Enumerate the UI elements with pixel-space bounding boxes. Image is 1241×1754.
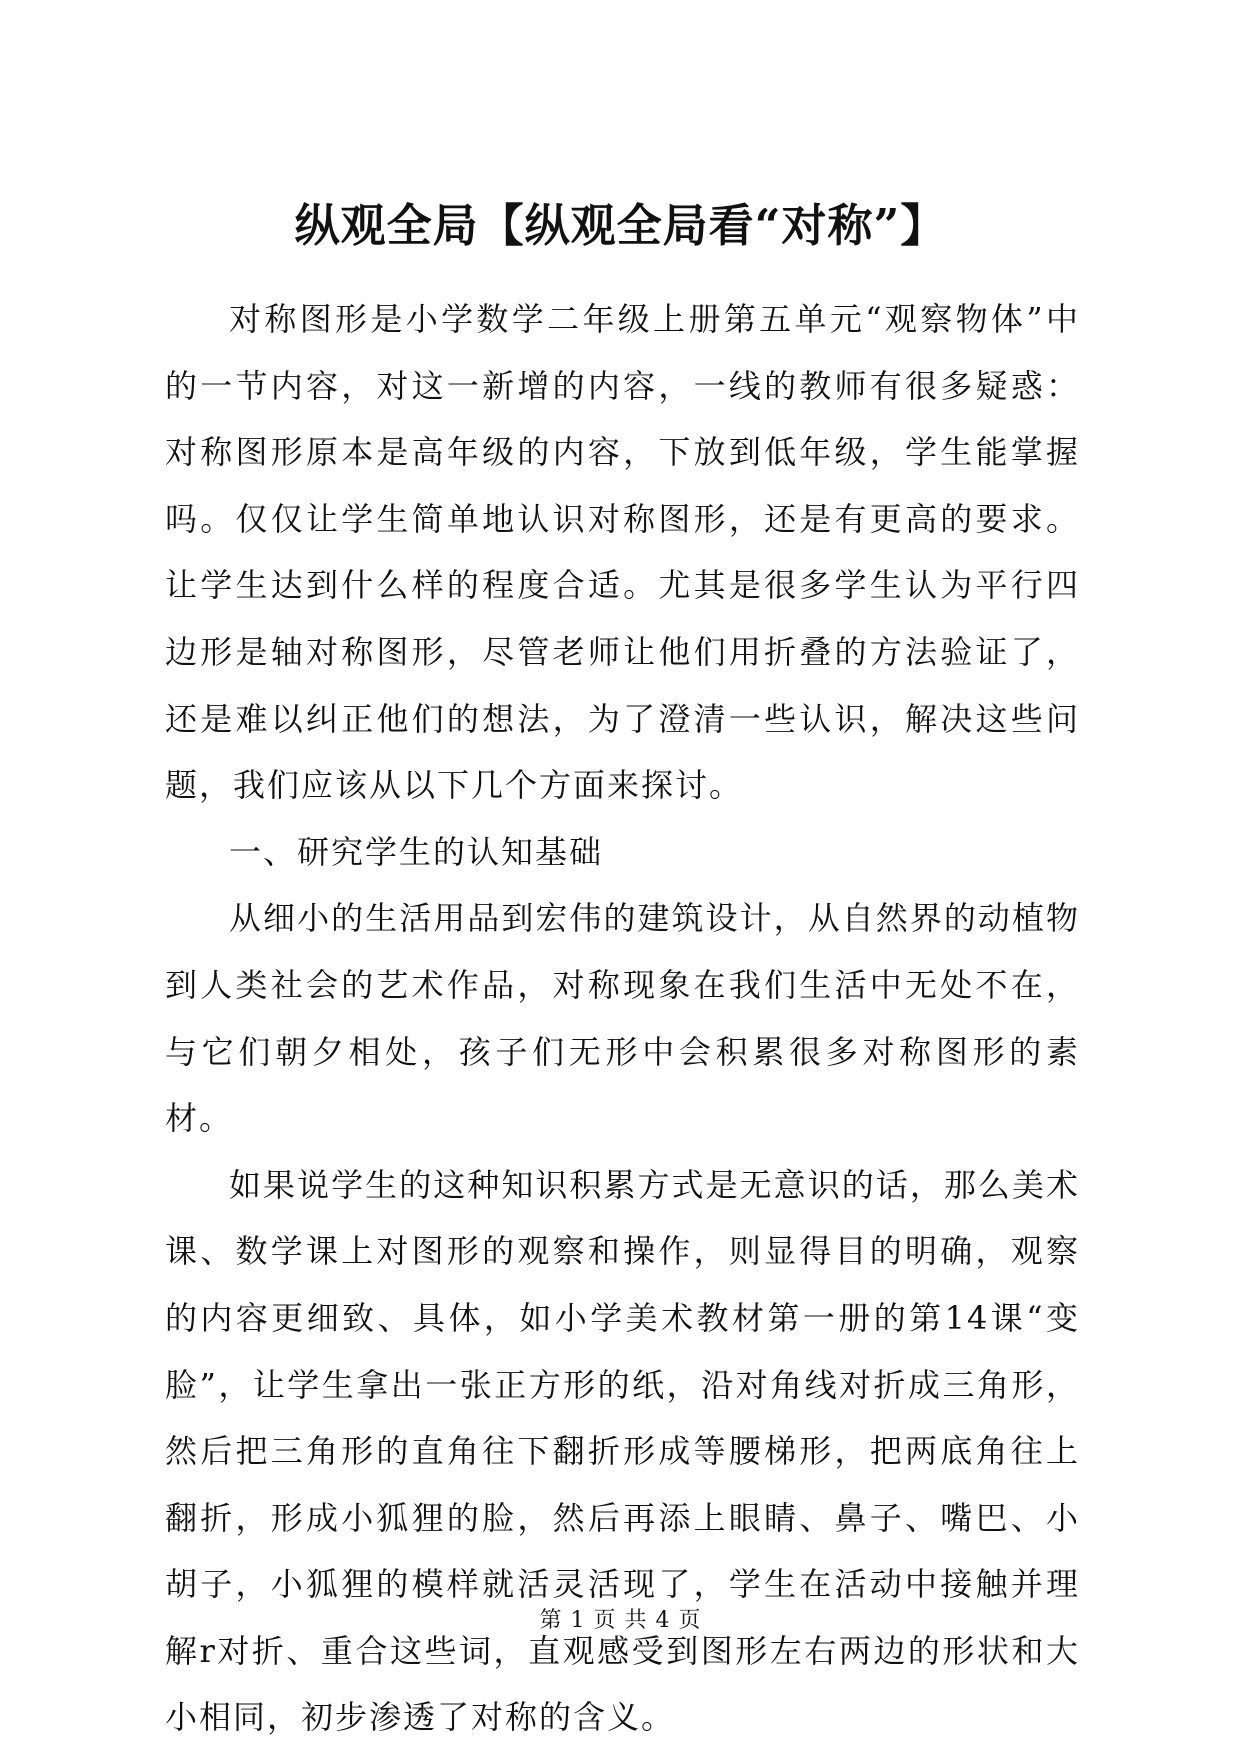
paragraph-symmetry-in-life: 从细小的生活用品到宏伟的建筑设计，从自然界的动植物到人类社会的艺术作品，对称现象在我们生活中无处不在，与它们朝夕相处，孩子们无形中会积累很多对称图形的素材。	[165, 899, 1080, 1138]
section-heading-1: 一、研究学生的认知基础	[229, 832, 604, 871]
paragraph-intro: 对称图形是小学数学二年级上册第五单元“观察物体”中的一节内容，对这一新增的内容，一线的教师有很多疑惑：对称图形原本是高年级的内容，下放到低年级，学生能掌握吗。仅仅让学生简单地认识对称图形，还是有更高的要求。让学生达到什么样的程度合适。尤其是很多学生认为平行四边形是轴对称图形，尽管老师让他们用折叠的方法验证了，还是难以纠正他们的想法，为了澄清一些认识，解决这些问题，我们应该从以下几个方面来探讨。	[165, 300, 1080, 805]
document-body	[165, 286, 1080, 1751]
document-title: 纵观全局【纵观全局看“对称”】	[294, 199, 947, 252]
paragraph-art-class-example: 如果说学生的这种知识积累方式是无意识的话，那么美术课、数学课上对图形的观察和操作，则显得目的明确，观察的内容更细致、具体，如小学美术教材第一册的第14课“变脸”，让学生拿出一张正方形的纸，沿对角线对折成三角形，然后把三角形的直角往下翻折形成等腰梯形，把两底角往上翻折，形成小狐狸的脸，然后再添上眼睛、鼻子、嘴巴、小胡子，小狐狸的模样就活灵活现了，学生在活动中接触并理解r对折、重合这些词，直观感受到图形左右两边的形状和大小相同，初步渗透了对称的含义。	[165, 1165, 1080, 1737]
page-number-footer: 第 1 页 共 4 页	[539, 1608, 702, 1633]
